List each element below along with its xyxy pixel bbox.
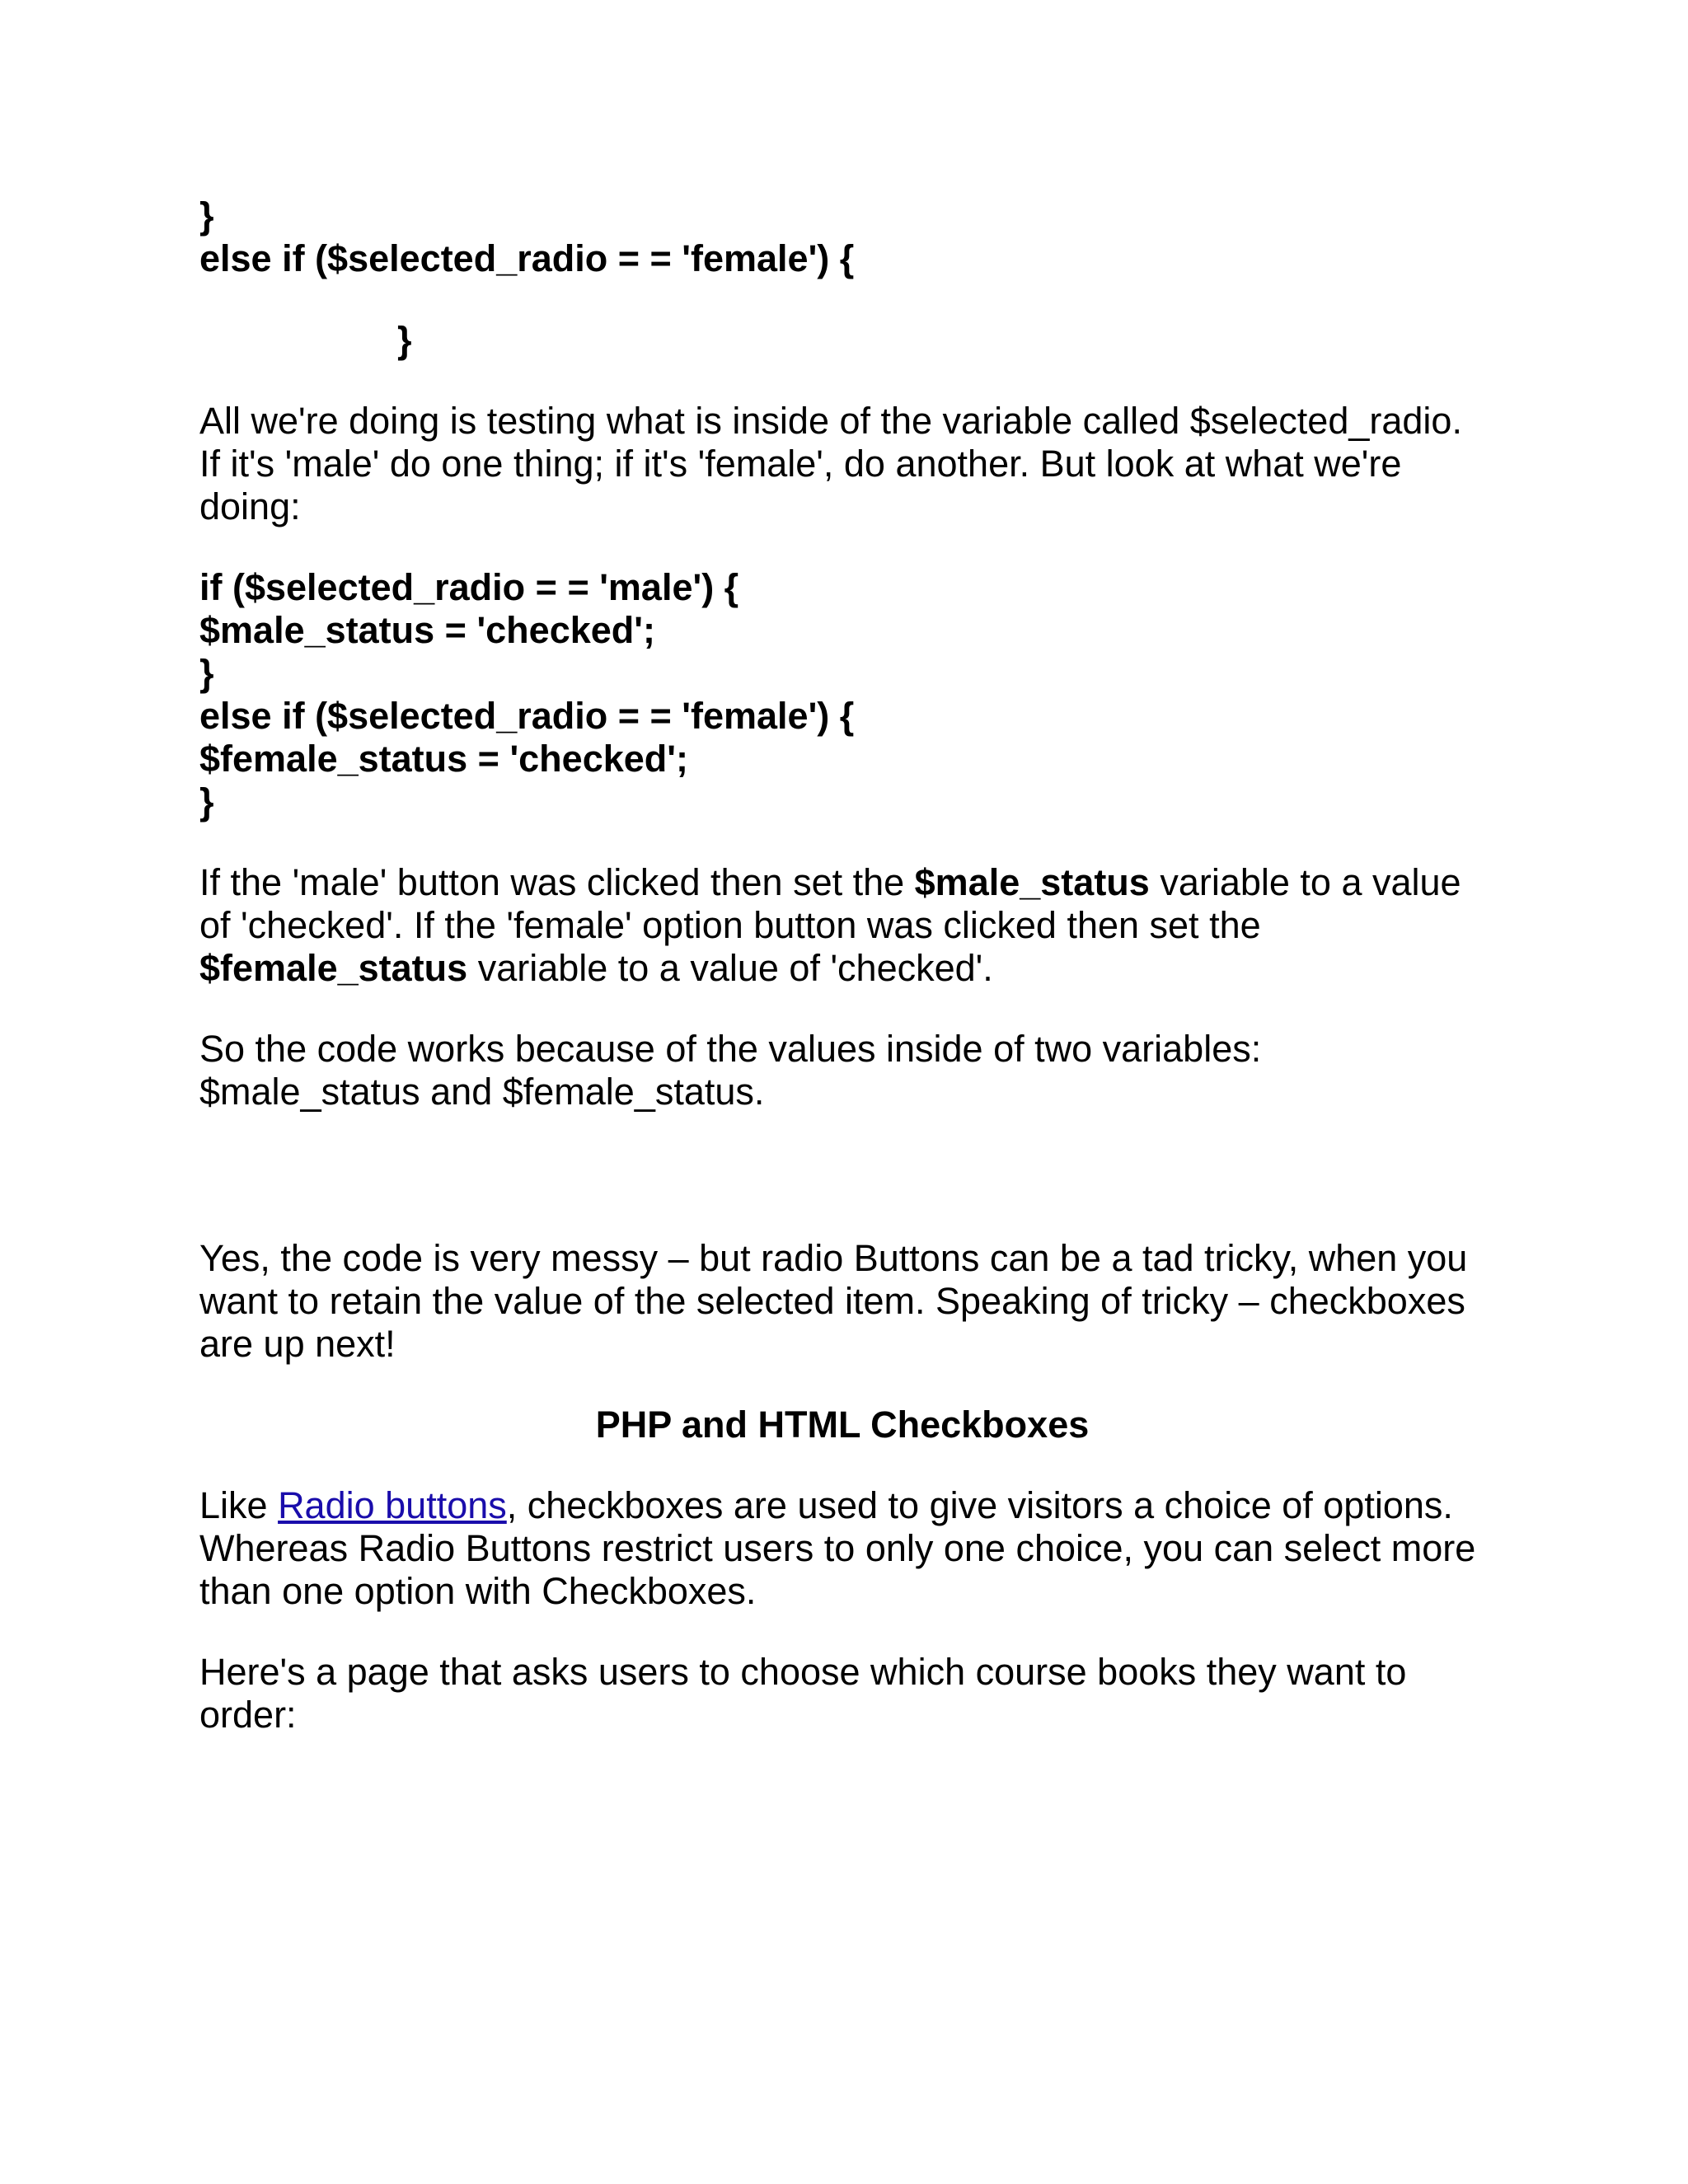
- code-line: $male_status = 'checked';: [199, 609, 655, 651]
- paragraph-checkboxes-intro: [199, 1484, 1485, 1613]
- radio-buttons-link[interactable]: Radio buttons: [278, 1484, 507, 1526]
- paragraph-two-variables: So the code works because of the values inside of two variables: $male_status and $female_status.: [199, 1028, 1262, 1113]
- document-content: [199, 194, 1485, 1736]
- section-heading: PHP and HTML Checkboxes: [595, 1404, 1090, 1446]
- paragraph-status-explanation: [199, 861, 1485, 990]
- code-line: else if ($selected_radio = = 'female') {: [199, 237, 855, 279]
- code-line: if ($selected_radio = = 'male') {: [199, 566, 739, 608]
- text-run: variable to a value of 'checked'.: [467, 947, 993, 989]
- text-run: variable to a value of 'checked'. If the 'female' option button was clicked then set the: [199, 861, 1461, 946]
- code-line-indented-close: }: [397, 319, 412, 361]
- text-run: , checkboxes are used to give visitors a choice of options. Whereas Radio Buttons restrict users to only one choice, you can select more than one option with Checkboxes.: [199, 1484, 1476, 1612]
- code-line: }: [199, 652, 214, 694]
- text-run: If the 'male' button was clicked then set the: [199, 861, 915, 903]
- paragraph-variable-test: All we're doing is testing what is inside of the variable called $selected_radio. If it's 'male' do one thing; if it's 'female', do another. But look at what we're doing:: [199, 400, 1462, 527]
- code-fragment-top: [199, 194, 1485, 362]
- code-line: else if ($selected_radio = = 'female') {: [199, 695, 855, 737]
- paragraph-course-books: Here's a page that asks users to choose which course books they want to order:: [199, 1651, 1407, 1736]
- code-line: }: [199, 194, 214, 237]
- code-line: }: [199, 780, 214, 823]
- code-block-status: [199, 566, 1485, 823]
- code-line: $female_status = 'checked';: [199, 738, 688, 780]
- bold-variable-male-status: $male_status: [914, 861, 1150, 903]
- paragraph-messy-code: Yes, the code is very messy – but radio Buttons can be a tad tricky, when you want to retain the value of the selected item. Speaking of tricky – checkboxes are up next!: [199, 1237, 1468, 1365]
- text-run: Like: [199, 1484, 279, 1526]
- bold-variable-female-status: $female_status: [199, 947, 468, 989]
